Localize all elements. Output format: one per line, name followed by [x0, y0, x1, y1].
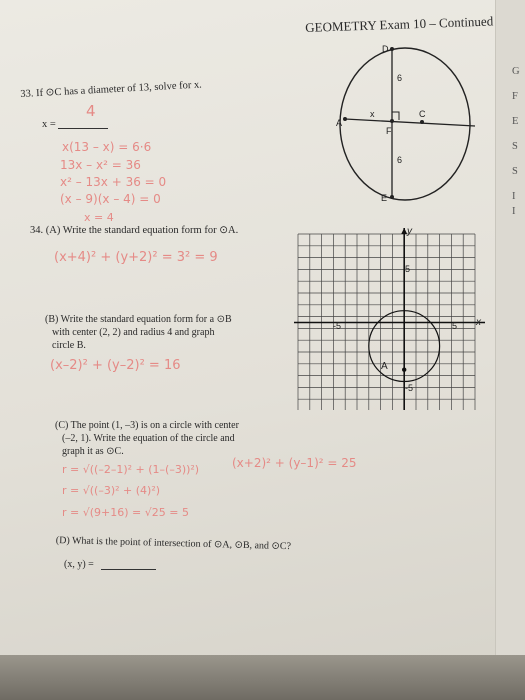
tick-x-5: 5: [452, 321, 458, 331]
point-d: [390, 47, 394, 51]
q33-work-line: x = 4: [84, 211, 114, 224]
label-point-a: A: [381, 361, 388, 372]
q33-work-line: (x – 9)(x – 4) = 0: [60, 192, 161, 206]
point-a: [343, 117, 347, 121]
q34d-answer-line: [101, 569, 156, 570]
label-f: F: [386, 126, 392, 136]
q33-work-line: x² – 13x + 36 = 0: [60, 175, 167, 189]
q34d-answer-label: (x, y) =: [64, 559, 94, 570]
q33-answer-value: 4: [86, 102, 96, 120]
edge-letter: I: [512, 206, 516, 217]
q34c-work: r = √(9+16) = √25 = 5: [62, 506, 189, 519]
diameter-a: [345, 119, 475, 126]
tick-y-5: 5: [405, 264, 411, 274]
edge-letter: I: [512, 191, 516, 202]
q34c-line: (C) The point (1, –3) is on a circle with center: [55, 420, 239, 431]
q34c-work: r = √((–3)² + (4)²): [62, 484, 161, 497]
point-c: [420, 120, 424, 124]
edge-letter: G: [512, 66, 520, 77]
q34a-prompt: 34. (A) Write the standard equation form for ⊙A.: [30, 225, 239, 236]
label-x: x: [370, 109, 375, 119]
q34d-prompt: (D) What is the point of intersection of ⊙A, ⊙B, and ⊙C?: [55, 535, 292, 553]
label-top-6: 6: [397, 73, 403, 83]
label-a: A: [336, 118, 343, 128]
q34c-work: r = √((–2–1)² + (1–(–3))²): [62, 463, 200, 476]
q33-work-line: x(13 – x) = 6·6: [62, 140, 152, 154]
edge-letter: F: [512, 91, 518, 102]
edge-letter: E: [512, 116, 519, 127]
edge-letter: S: [512, 141, 518, 152]
q34c-equation: (x+2)² + (y–1)² = 25: [232, 456, 357, 470]
q34b-work: (x–2)² + (y–2)² = 16: [50, 358, 181, 373]
q34c-line: (–2, 1). Write the equation of the circle and: [62, 433, 235, 444]
point-f: [390, 119, 394, 123]
q34c-line: graph it as ⊙C.: [62, 446, 124, 457]
desk-edge: [0, 655, 525, 700]
tick-x-neg5: -5: [333, 321, 342, 331]
label-c: C: [419, 109, 426, 119]
tick-y-neg5: -5: [405, 383, 414, 393]
q33-prompt: 33. If ⊙C has a diameter of 13, solve for x.: [20, 79, 203, 100]
next-page-edge: [495, 0, 525, 700]
label-e: E: [381, 193, 388, 203]
circle-c-outline: [340, 48, 470, 200]
label-bottom-6: 6: [397, 155, 403, 165]
point-a-graph: [402, 368, 406, 372]
exam-title: GEOMETRY Exam 10 – Continued: [305, 13, 494, 35]
right-angle-mark: [392, 112, 399, 120]
coordinate-grid: [290, 228, 486, 410]
q34b-line: circle B.: [52, 340, 86, 351]
circle-diagram: [335, 40, 495, 215]
q33-answer-label: x =: [42, 119, 56, 130]
q33-answer-line: [58, 128, 108, 129]
x-axis-label: x: [476, 317, 481, 328]
label-d: D: [382, 44, 389, 54]
edge-letter: S: [512, 166, 518, 177]
q33-work-line: 13x – x² = 36: [60, 158, 141, 172]
y-axis-label: y: [407, 226, 412, 237]
point-e: [390, 195, 394, 199]
q34b-line: with center (2, 2) and radius 4 and graph: [52, 327, 215, 338]
q34b-line: (B) Write the standard equation form for a ⊙B: [45, 314, 232, 325]
q34a-work: (x+4)² + (y+2)² = 3² = 9: [54, 250, 218, 265]
